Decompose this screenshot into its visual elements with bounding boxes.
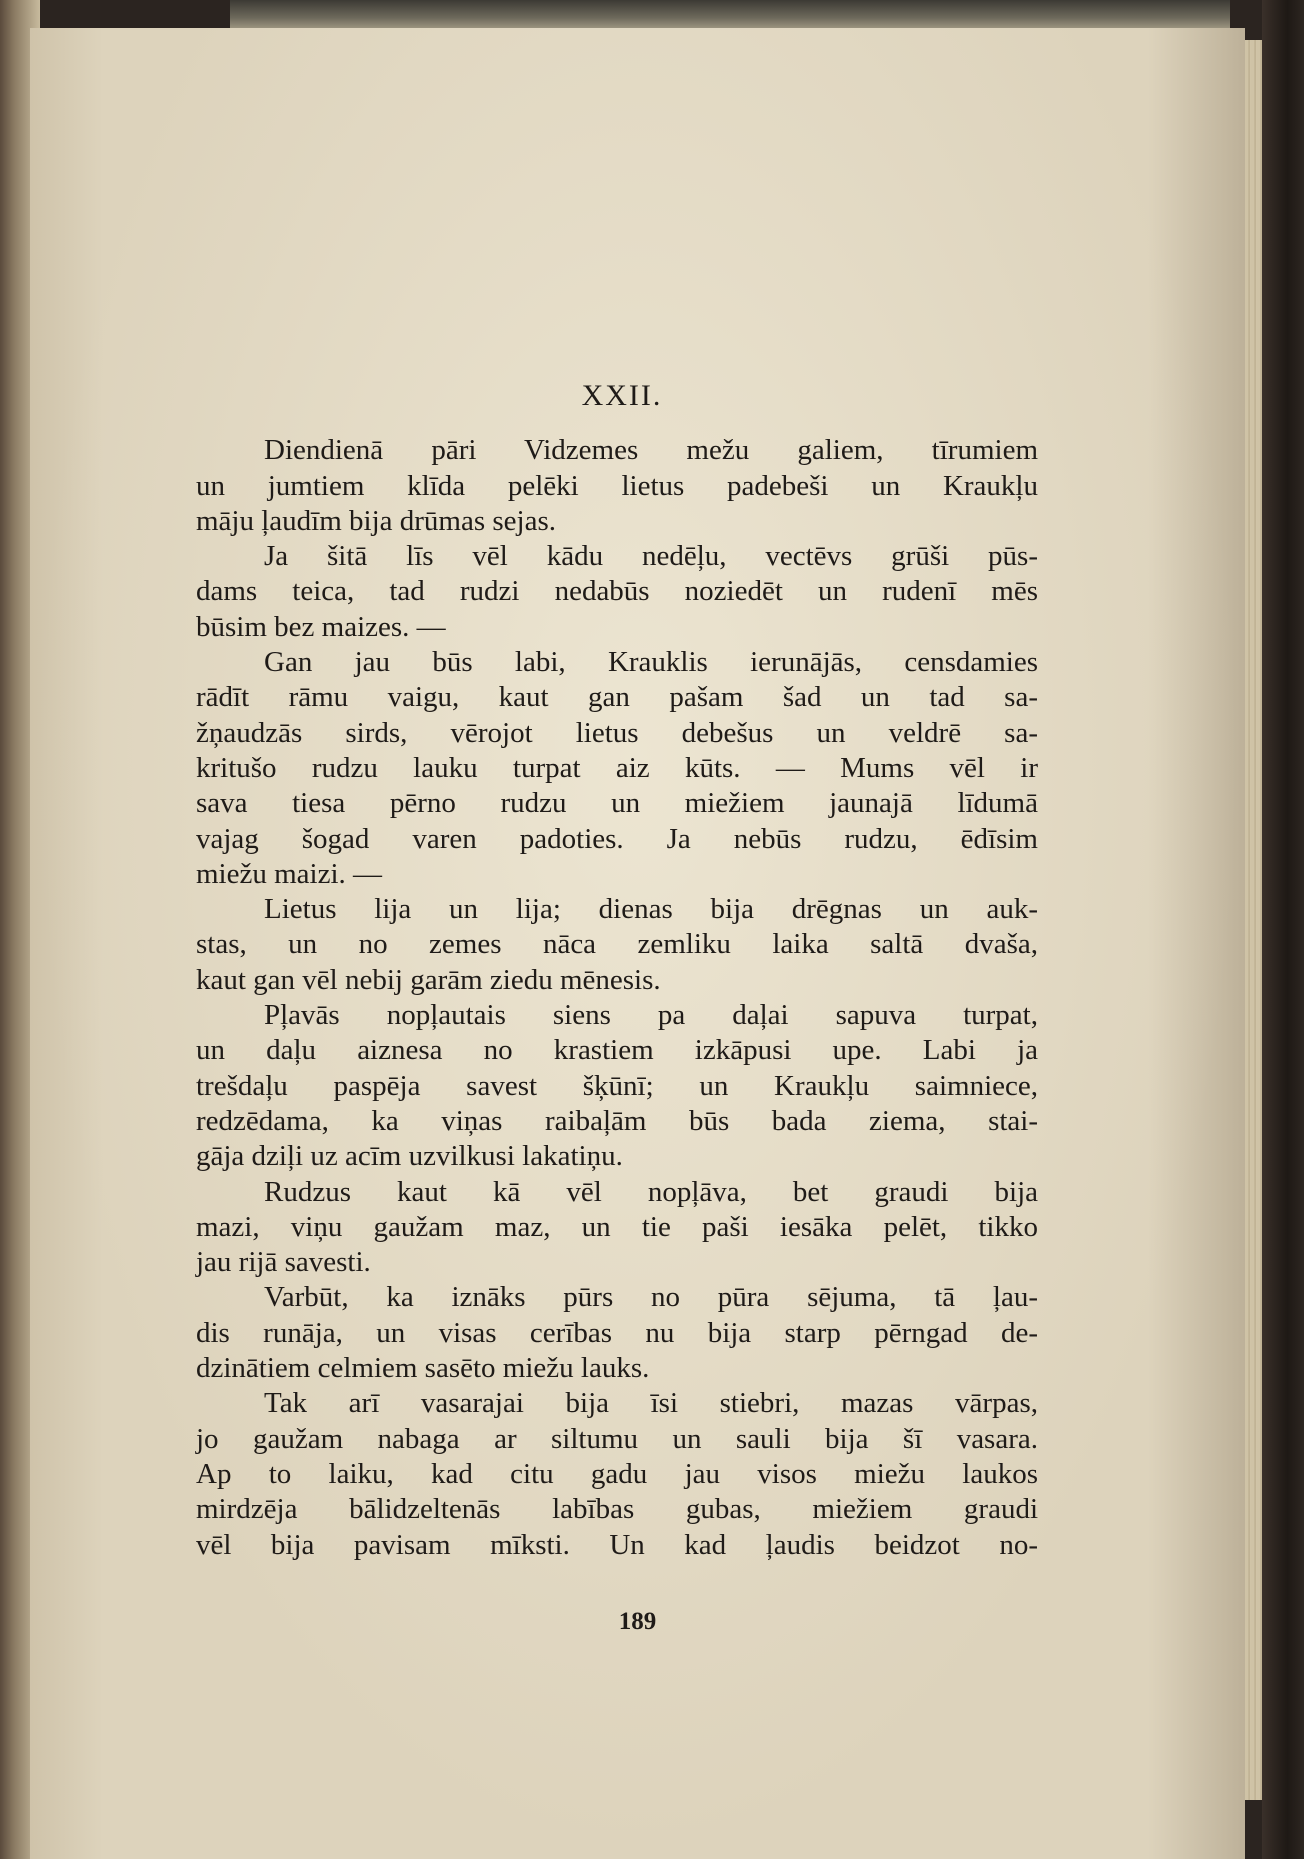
text-line: kaut gan vēl nebij garām ziedu mēnesis. xyxy=(196,963,661,996)
text-line: vēl bija pavisam mīksti. Un kad ļaudis beidzot no- xyxy=(196,1528,1038,1561)
text-line: Tak arī vasarajai bija īsi stiebri, mazas vārpas, xyxy=(264,1387,1038,1420)
text-line: Varbūt, ka iznāks pūrs no pūra sējuma, tā ļau- xyxy=(264,1281,1038,1314)
text-line: jau rijā savesti. xyxy=(196,1246,371,1279)
text-line: Lietus lija un lija; dienas bija drēgnas un auk- xyxy=(264,893,1038,926)
text-line: redzēdama, ka viņas raibaļām būs bada ziema, stai- xyxy=(196,1104,1038,1137)
text-line: un jumtiem klīda pelēki lietus padebeši un Kraukļu xyxy=(196,469,1038,502)
text-line: mazi, viņu gaužam maz, un tie paši iesāka pelēt, tikko xyxy=(196,1210,1038,1243)
text-line: miežu maizi. — xyxy=(196,857,383,890)
text-line: vajag šogad varen padoties. Ja nebūs rudzu, ēdīsim xyxy=(196,822,1038,855)
text-line: žņaudzās sirds, vērojot lietus debešus un veldrē sa- xyxy=(196,716,1038,749)
text-line: kritušo rudzu lauku turpat aiz kūts. — Mums vēl ir xyxy=(196,751,1038,784)
text-line: māju ļaudīm bija drūmas sejas. xyxy=(196,504,557,537)
text-line: un daļu aiznesa no krastiem izkāpusi upe. Labi ja xyxy=(196,1034,1038,1067)
text-line: sava tiesa pērno rudzu un miežiem jaunajā līdumā xyxy=(196,787,1038,820)
text-line: būsim bez maizes. — xyxy=(196,610,446,643)
text-line: trešdaļu paspēja savest šķūnī; un Kraukļu saimniece, xyxy=(196,1069,1038,1102)
chapter-title: XXII. xyxy=(581,379,663,412)
text-line: Ap to laiku, kad citu gadu jau visos miežu laukos xyxy=(196,1457,1038,1490)
text-line: Pļavās nopļautais siens pa daļai sapuva turpat, xyxy=(264,999,1038,1032)
text-line: stas, un no zemes nāca zemliku laika saltā dvaša, xyxy=(196,928,1038,961)
text-line: dis runāja, un visas cerības nu bija starp pērngad de- xyxy=(196,1316,1038,1349)
text-line: dams teica, tad rudzi nedabūs noziedēt un rudenī mēs xyxy=(196,575,1038,608)
text-line: Rudzus kaut kā vēl nopļāva, bet graudi bija xyxy=(264,1175,1038,1208)
page-number: 189 xyxy=(618,1608,657,1635)
text-line: dzinātiem celmiem sasēto miežu lauks. xyxy=(196,1352,650,1385)
text-line: Diendienā pāri Vidzemes mežu galiem, tīrumiem xyxy=(264,434,1038,467)
book-page xyxy=(30,28,1245,1859)
text-line: gāja dziļi uz acīm uzvilkusi lakatiņu. xyxy=(196,1140,623,1173)
text-line: Gan jau būs labi, Krauklis ierunājās, censdamies xyxy=(264,646,1038,679)
book-spine xyxy=(1262,0,1304,1859)
text-line: mirdzēja bālidzeltenās labības gubas, miežiem graudi xyxy=(196,1493,1038,1526)
text-block xyxy=(196,378,1038,1563)
text-line: jo gaužam nabaga ar siltumu un sauli bija šī vasara. xyxy=(196,1422,1038,1455)
text-line: rādīt rāmu vaigu, kaut gan pašam šad un tad sa- xyxy=(196,681,1038,714)
text-line: Ja šitā līs vēl kādu nedēļu, vectēvs grūši pūs- xyxy=(264,540,1038,573)
